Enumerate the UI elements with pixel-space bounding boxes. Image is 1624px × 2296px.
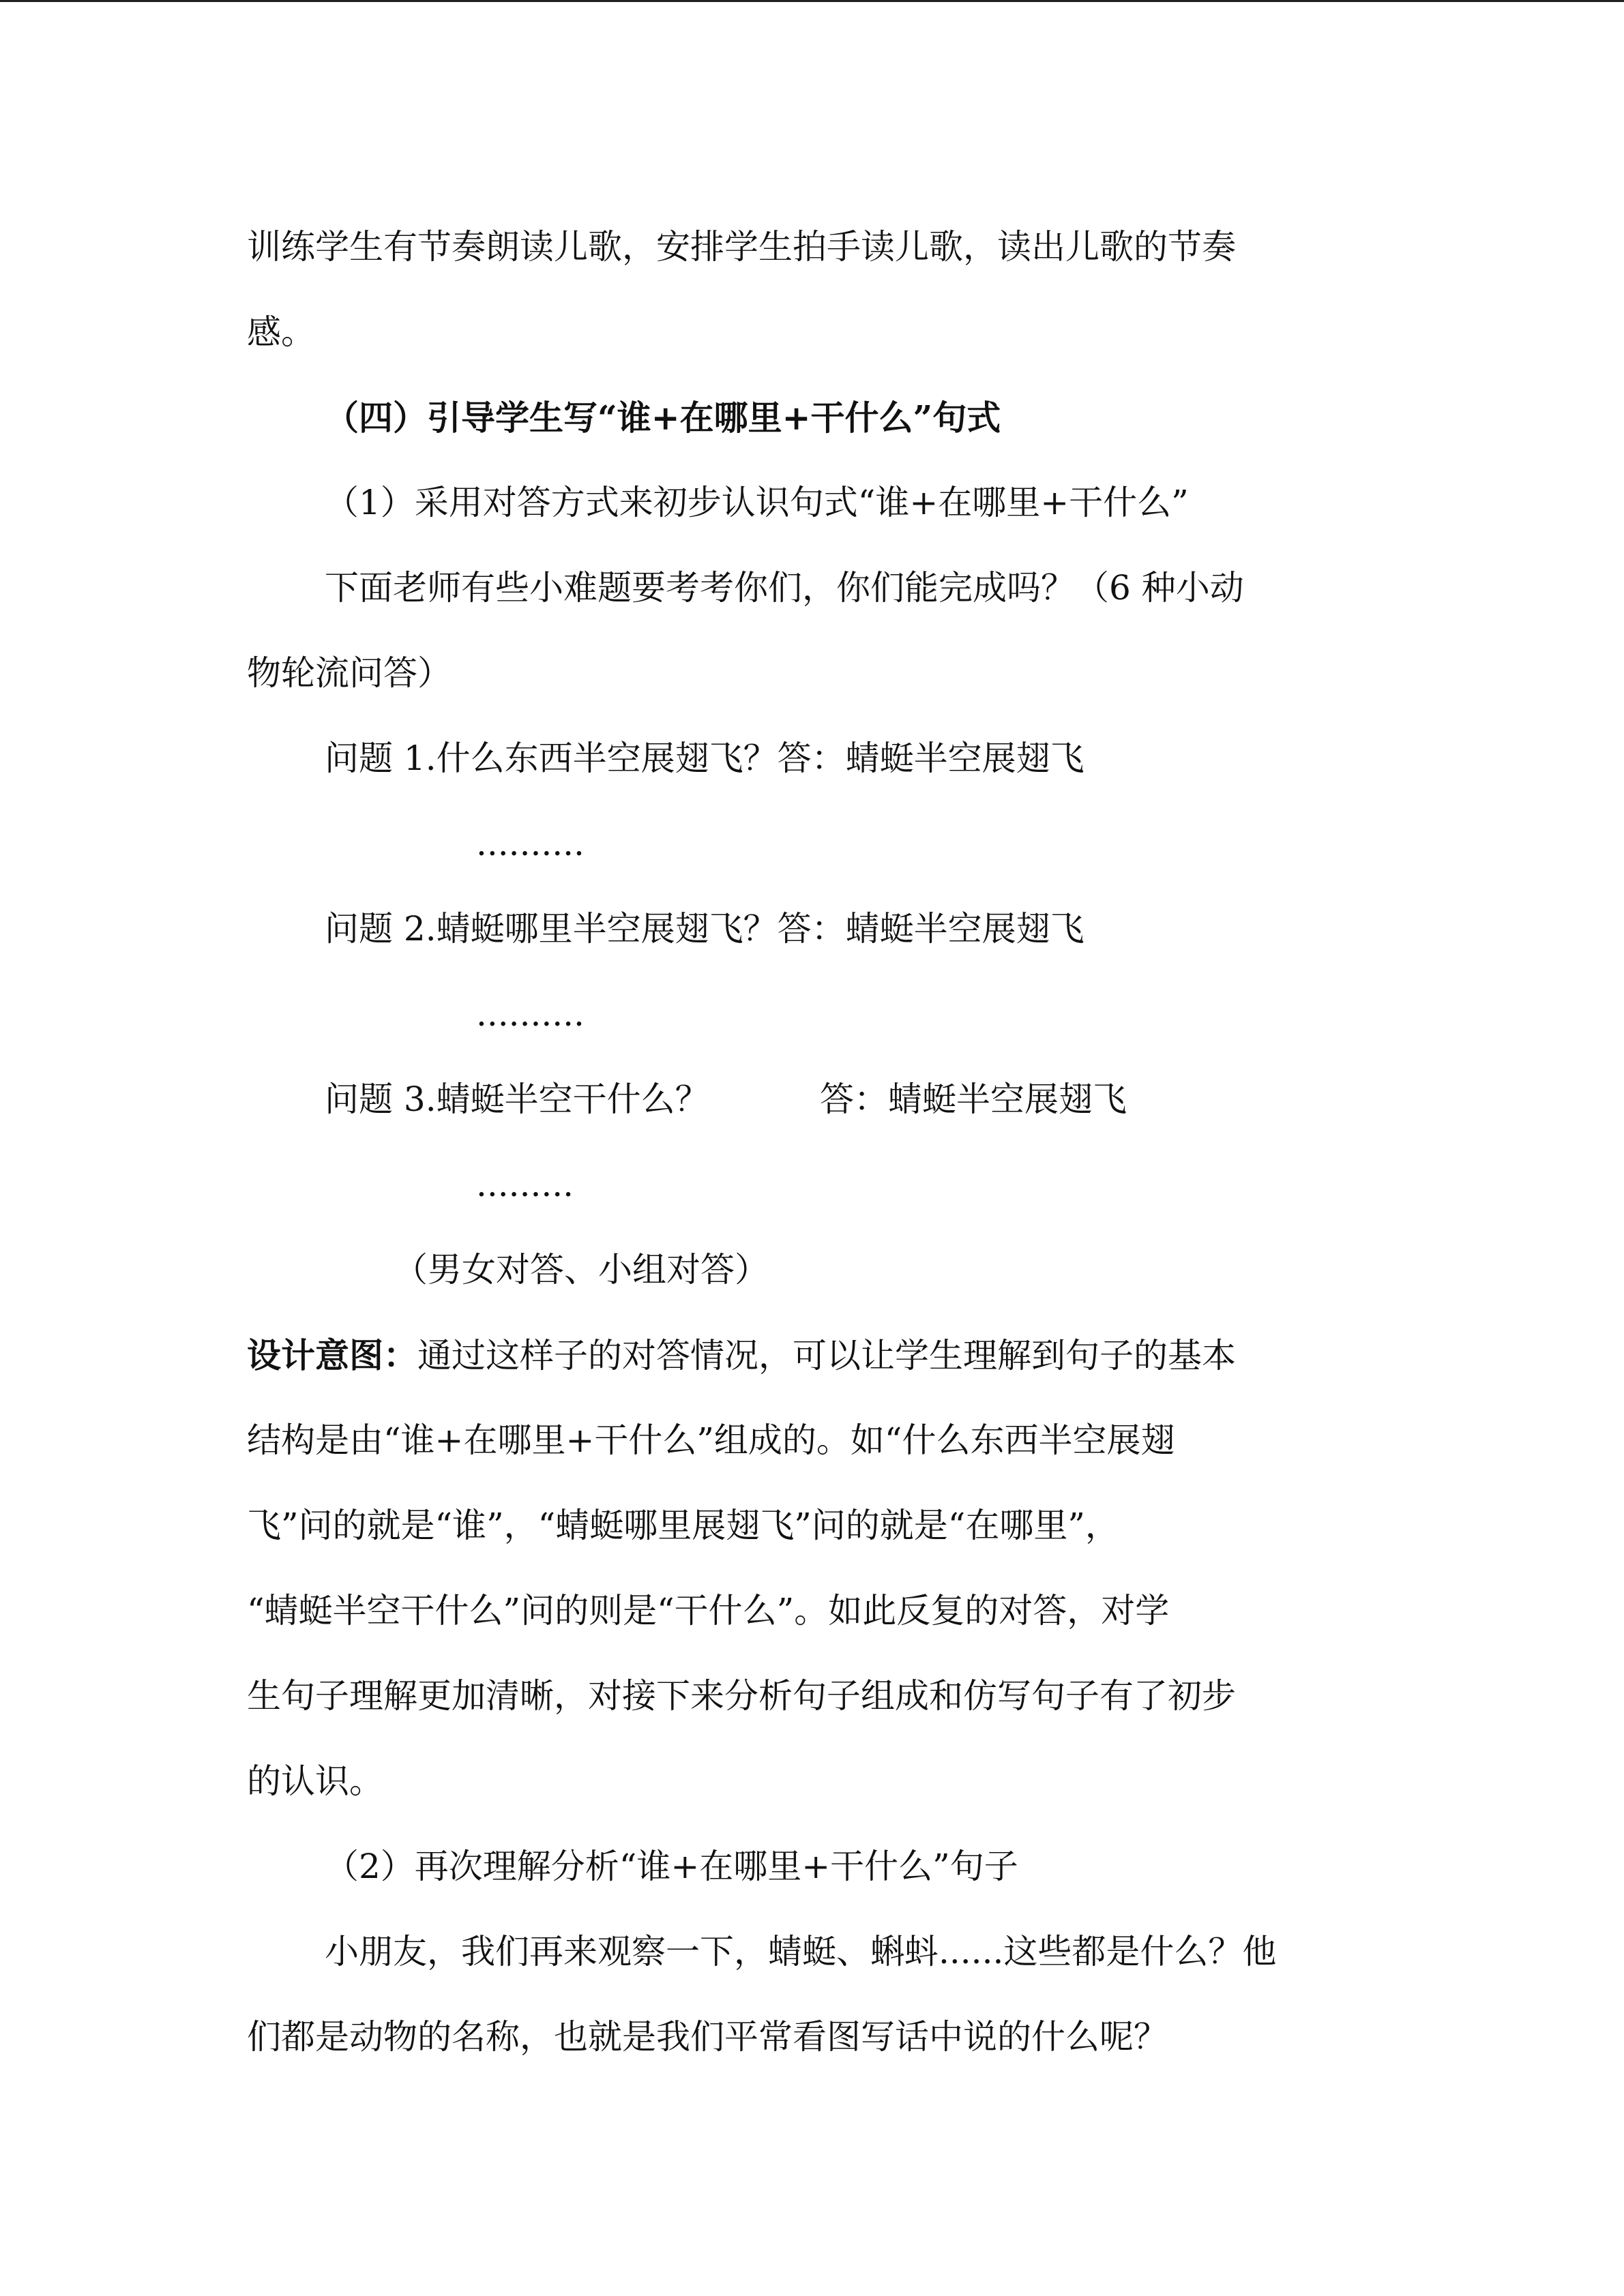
paragraph-line: 飞”问的就是“谁”，“蜻蜓哪里展翅飞”问的就是“在哪里”， [247, 1506, 1119, 1545]
paragraph-line: 训练学生有节奏朗读儿歌，安排学生拍手读儿歌，读出儿歌的节奏 [247, 227, 1236, 267]
question-text: 问题 3.蜻蜓半空干什么？ [325, 1079, 709, 1119]
paragraph-line: 下面老师有些小难题要考考你们，你们能完成吗？（6 种小动 [325, 568, 1244, 608]
page-top-border [0, 0, 1624, 2]
design-intent-label: 设计意图： [247, 1335, 417, 1375]
paragraph-line: 的认识。 [247, 1761, 383, 1801]
ellipsis-line: ......... [476, 1165, 574, 1204]
question-line [247, 1057, 1379, 1142]
design-intent-text: 通过这样子的对答情况，可以让学生理解到句子的基本 [417, 1336, 1236, 1375]
subsection-heading: （1）采用对答方式来初步认识句式“谁+在哪里+干什么” [325, 483, 1189, 522]
paragraph-line: “蜻蜓半空干什么”问的则是“干什么”。如此反复的对答，对学 [247, 1591, 1170, 1630]
paragraph-line: 结构是由“谁+在哪里+干什么”组成的。如“什么东西半空展翅 [247, 1420, 1175, 1460]
paragraph-line: 生句子理解更加清晰，对接下来分析句子组成和仿写句子有了初步 [247, 1676, 1236, 1716]
document-page [247, 205, 1379, 2080]
subsection-heading: （2）再次理解分析“谁+在哪里+干什么”句子 [325, 1847, 1018, 1886]
answer-text: 答：蜻蜓半空展翅飞 [820, 1079, 1127, 1119]
ellipsis-line: .......... [476, 994, 585, 1034]
section-heading: （四）引导学生写“谁+在哪里+干什么”句式 [325, 398, 1001, 438]
paragraph-line: 物轮流问答） [247, 653, 452, 693]
question-line: 问题 2.蜻蜓哪里半空展翅飞？答：蜻蜓半空展翅飞 [325, 909, 1084, 949]
ellipsis-line: .......... [476, 824, 585, 863]
note-line: （男女对答、小组对答） [394, 1250, 769, 1289]
paragraph-line: 小朋友，我们再来观察一下，蜻蜓、蝌蚪......这些都是什么？他 [325, 1932, 1277, 1971]
question-line: 问题 1.什么东西半空展翅飞？答：蜻蜓半空展翅飞 [325, 739, 1084, 778]
design-intent-line [247, 1313, 1379, 1398]
paragraph-line: 感。 [247, 312, 315, 352]
paragraph-line: 们都是动物的名称，也就是我们平常看图写话中说的什么呢？ [247, 2017, 1168, 2057]
